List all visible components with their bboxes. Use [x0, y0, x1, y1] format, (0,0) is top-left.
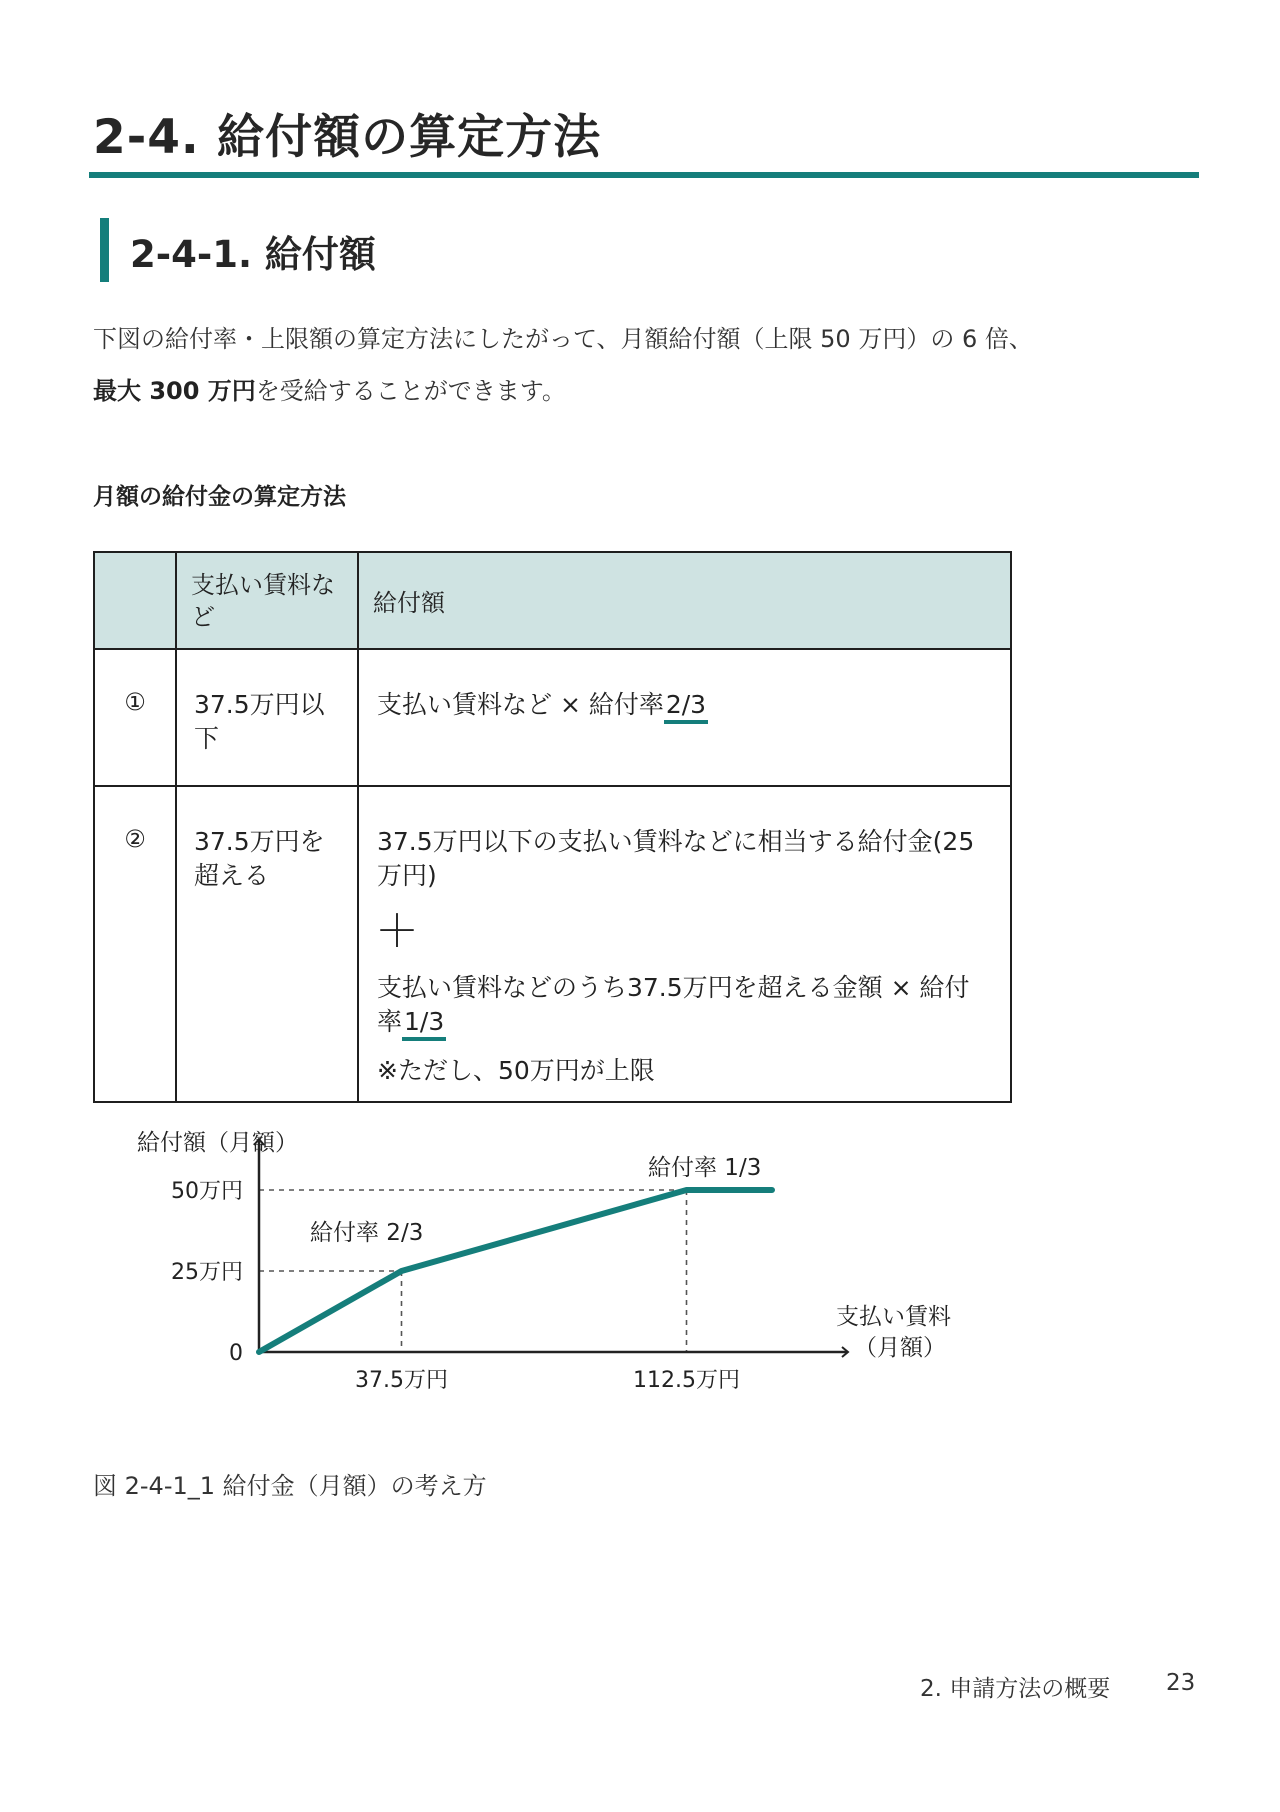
benefit-formula: [358, 786, 1011, 1102]
header-cell-rent: 支払い賃料など: [176, 552, 358, 649]
table-title: 月額の給付金の算定方法: [93, 484, 346, 510]
table-header-row: [94, 552, 1011, 649]
x-axis-label-line2: （月額）: [854, 1335, 946, 1361]
subheading-accent-bar: [100, 218, 109, 282]
footer-section: 2. 申請方法の概要: [920, 1676, 1111, 1702]
x-tick-label: 37.5万円: [355, 1368, 448, 1393]
formula-line2: [377, 971, 992, 1041]
row-number: ②: [94, 786, 176, 1102]
formula-text: 支払い賃料など × 給付率: [377, 690, 664, 719]
rent-amount: 37.5万円以下: [176, 649, 358, 786]
table-row: [94, 649, 1011, 786]
benefit-chart: [0, 1110, 1280, 1410]
intro-line1: 下図の給付率・上限額の算定方法にしたがって、月額給付額（上限 50 万円）の 6 倍、: [93, 325, 1033, 353]
page-number: 23: [1166, 1670, 1196, 1696]
x-tick-label: 112.5万円: [633, 1368, 740, 1393]
intro-bold-amount: 最大 300 万円: [93, 377, 256, 405]
header-cell-benefit: 給付額: [358, 552, 1011, 649]
y-tick-label: 0: [229, 1341, 243, 1366]
calculation-table: [93, 551, 1012, 1103]
table-row: [94, 786, 1011, 1102]
row-number: ①: [94, 649, 176, 786]
page-title: 2-4. 給付額の算定方法: [93, 110, 602, 165]
formula-line1: 37.5万円以下の支払い賃料などに相当する給付金(25万円): [377, 827, 975, 890]
rent-amount: 37.5万円を超える: [176, 786, 358, 1102]
intro-line2-rest: を受給することができます。: [255, 377, 566, 405]
formula-line2-text: 支払い賃料などのうち37.5万円を超える金額 × 給付率: [377, 973, 970, 1036]
header-cell-blank: [94, 552, 176, 649]
title-underline: [89, 172, 1199, 178]
rate-underlined: 2/3: [664, 690, 708, 724]
rate-annotation-1-3: 給付率 1/3: [648, 1155, 762, 1181]
plus-sign: ＋: [375, 906, 419, 957]
x-axis-label-line1: 支払い賃料: [836, 1304, 951, 1330]
y-tick-label: 25万円: [171, 1260, 243, 1285]
intro-paragraph: [93, 313, 1203, 417]
benefit-series-line: [259, 1190, 772, 1352]
y-axis-label: 給付額（月額）: [137, 1130, 298, 1156]
cap-note: ※ただし、50万円が上限: [377, 1056, 655, 1085]
rate-annotation-2-3: 給付率 2/3: [310, 1220, 424, 1246]
figure-caption: 図 2-4-1_1 給付金（月額）の考え方: [93, 1472, 487, 1500]
section-heading: 2-4-1. 給付額: [130, 233, 376, 276]
y-tick-label: 50万円: [171, 1179, 243, 1204]
rate-underlined: 1/3: [402, 1007, 446, 1041]
benefit-formula: [358, 649, 1011, 786]
